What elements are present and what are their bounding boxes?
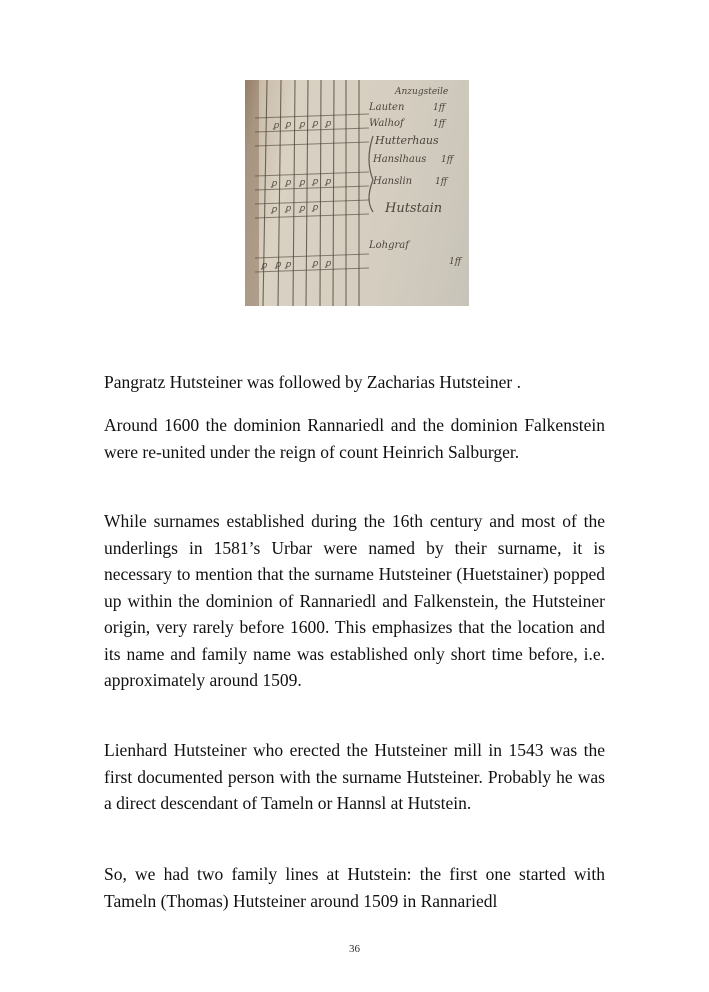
svg-text:1ff: 1ff	[441, 155, 454, 165]
svg-text:Hanslin: Hanslin	[373, 176, 413, 187]
ledger-photo	[245, 80, 469, 306]
svg-text:ꝑ: ꝑ	[285, 260, 291, 270]
svg-text:Lauten: Lauten	[369, 102, 405, 113]
svg-text:ꝑ: ꝑ	[285, 204, 291, 214]
svg-text:1ff: 1ff	[435, 177, 448, 187]
svg-text:Lohgraf: Lohgraf	[369, 240, 409, 251]
svg-text:ꝑ: ꝑ	[312, 119, 318, 129]
svg-text:ꝑ: ꝑ	[273, 121, 279, 131]
svg-text:ꝑ: ꝑ	[271, 205, 277, 215]
paragraph-4	[104, 737, 605, 817]
svg-text:Hanslhaus: Hanslhaus	[373, 154, 427, 165]
svg-text:1ff: 1ff	[433, 119, 446, 129]
paragraph-5-text: So, we had two family lines at Hutstein: the first one started with Tameln (Thomas) Hutsteiner around 1509 in Rannariedl	[104, 864, 605, 911]
svg-text:Anzugsteile: Anzugsteile	[395, 87, 449, 97]
paragraph-3	[104, 508, 605, 694]
svg-text:ꝑ: ꝑ	[299, 120, 305, 130]
svg-text:ꝑ: ꝑ	[285, 178, 291, 188]
paragraph-4-text: Lienhard Hutsteiner who erected the Hutsteiner mill in 1543 was the first documented person with the surname Hutsteiner. Probably he was a direct descendant of Tameln or Hannsl at Hutstein.	[104, 740, 605, 813]
paragraph-1-text: Pangratz Hutsteiner was followed by Zacharias Hutsteiner .	[104, 372, 521, 392]
svg-text:ꝑ: ꝑ	[312, 259, 318, 269]
svg-text:1ff: 1ff	[449, 257, 462, 267]
paragraph-5	[104, 861, 605, 914]
svg-text:ꝑ: ꝑ	[285, 120, 291, 130]
svg-text:ꝑ: ꝑ	[299, 204, 305, 214]
svg-text:ꝑ: ꝑ	[275, 260, 281, 270]
paragraph-3-text: While surnames established during the 16th century and most of the underlings in 1581’s Urbar were named by their surname, it is necessary to mention that the surname Hutsteiner (Huetstainer) popped up within the dominion of Rannariedl and Falkenstein, the Hutsteiner origin, very rarely before 1600. This emphasizes that the location and its name and family name was established only short time before, i.e. approximately around 1509.	[104, 511, 605, 690]
paragraph-2	[104, 412, 605, 465]
paragraph-2-text: Around 1600 the dominion Rannariedl and the dominion Falkenstein were re-united under the reign of count Heinrich Salburger.	[104, 415, 605, 462]
svg-text:ꝑ: ꝑ	[312, 177, 318, 187]
svg-text:ꝑ: ꝑ	[325, 259, 331, 269]
svg-text:1ff: 1ff	[433, 103, 446, 113]
ledger-photo-drawing	[245, 80, 469, 306]
svg-text:ꝑ: ꝑ	[325, 177, 331, 187]
svg-text:ꝑ: ꝑ	[261, 261, 267, 271]
svg-text:ꝑ: ꝑ	[299, 178, 305, 188]
svg-text:Walhof: Walhof	[369, 118, 404, 129]
svg-text:ꝑ: ꝑ	[312, 203, 318, 213]
paragraph-1	[104, 369, 605, 396]
svg-text:Hutstain: Hutstain	[385, 201, 443, 216]
svg-text:ꝑ: ꝑ	[271, 179, 277, 189]
svg-text:Hutterhaus: Hutterhaus	[375, 134, 439, 147]
page-number: 36	[349, 943, 360, 955]
svg-text:ꝑ: ꝑ	[325, 119, 331, 129]
